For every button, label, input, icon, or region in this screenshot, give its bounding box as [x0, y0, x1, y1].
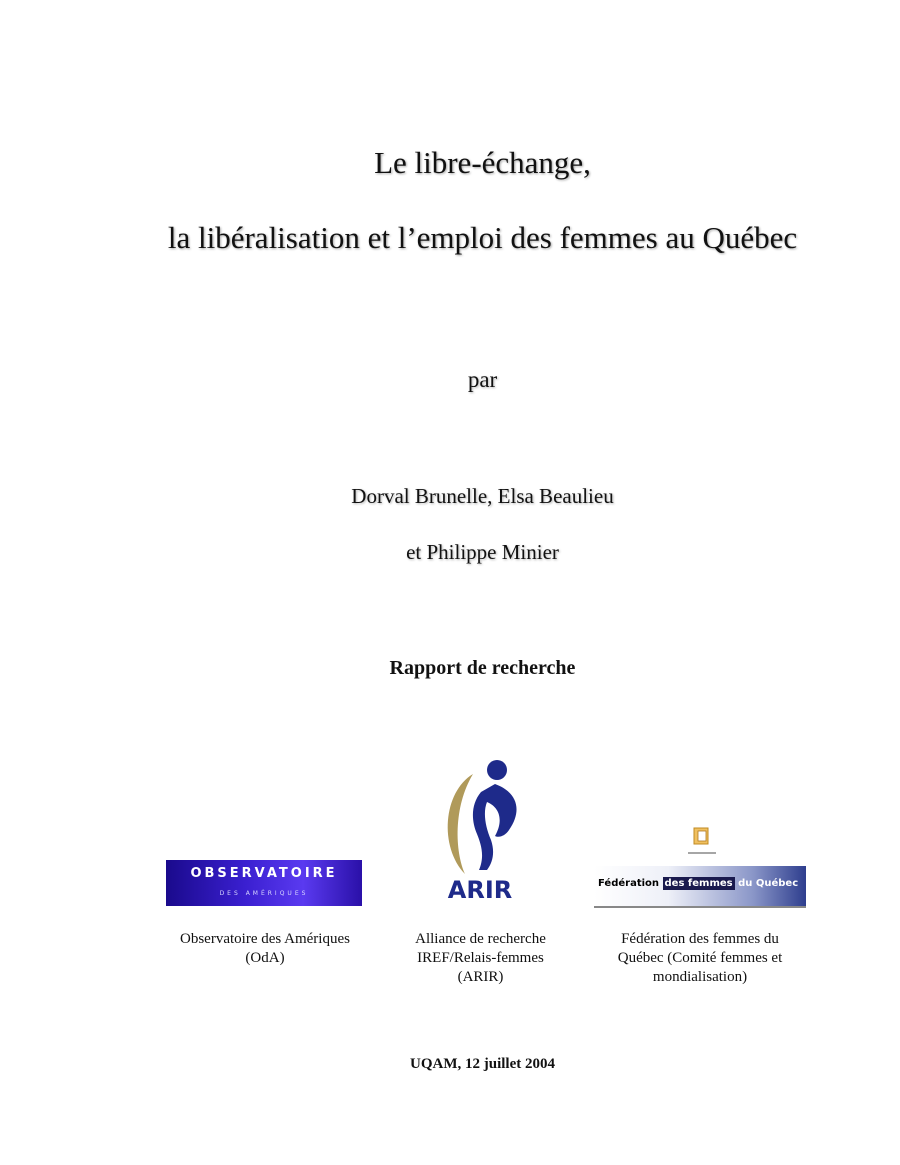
ffq-logo-text-1: Fédération — [598, 878, 663, 889]
title-line-2: la libéralisation et l’emploi des femmes au Québec — [167, 220, 798, 255]
arir-logo-text: ARIR — [447, 876, 513, 904]
ffq-logo-text-3: du Québec — [734, 878, 799, 889]
authors-line-1: Dorval Brunelle, Elsa Beaulieu — [351, 484, 614, 508]
oda-caption-line-2: (OdA) — [245, 950, 285, 966]
ffq-logo-text-2: des femmes — [664, 878, 733, 889]
ffq-caption-line-2: Québec (Comité femmes et — [617, 950, 783, 966]
arir-caption-line-3: (ARIR) — [457, 969, 504, 985]
oda-caption — [160, 930, 370, 968]
arir-caption-line-1: Alliance de recherche — [415, 931, 546, 947]
ffq-logo — [594, 866, 806, 908]
oda-logo — [166, 860, 362, 906]
oda-caption-line-1: Observatoire des Amériques — [180, 931, 350, 947]
oda-logo-subtext: DES AMÉRIQUES — [219, 890, 309, 897]
ffq-icon — [688, 825, 716, 855]
arir-caption — [378, 930, 583, 987]
report-type: Rapport de recherche — [389, 657, 576, 679]
footer-date: UQAM, 12 juillet 2004 — [410, 1056, 555, 1072]
arir-logo — [425, 752, 535, 907]
ffq-caption — [590, 930, 810, 987]
title-line-1: Le libre-échange, — [374, 145, 591, 180]
ffq-caption-line-1: Fédération des femmes du — [621, 931, 779, 947]
arir-figure-icon — [425, 752, 535, 907]
arir-caption-line-2: IREF/Relais-femmes — [417, 950, 544, 966]
authors-line-2: et Philippe Minier — [406, 540, 559, 564]
by-label: par — [467, 367, 498, 392]
oda-logo-text: OBSERVATOIRE — [190, 866, 338, 881]
ffq-caption-line-3: mondialisation) — [652, 969, 748, 985]
